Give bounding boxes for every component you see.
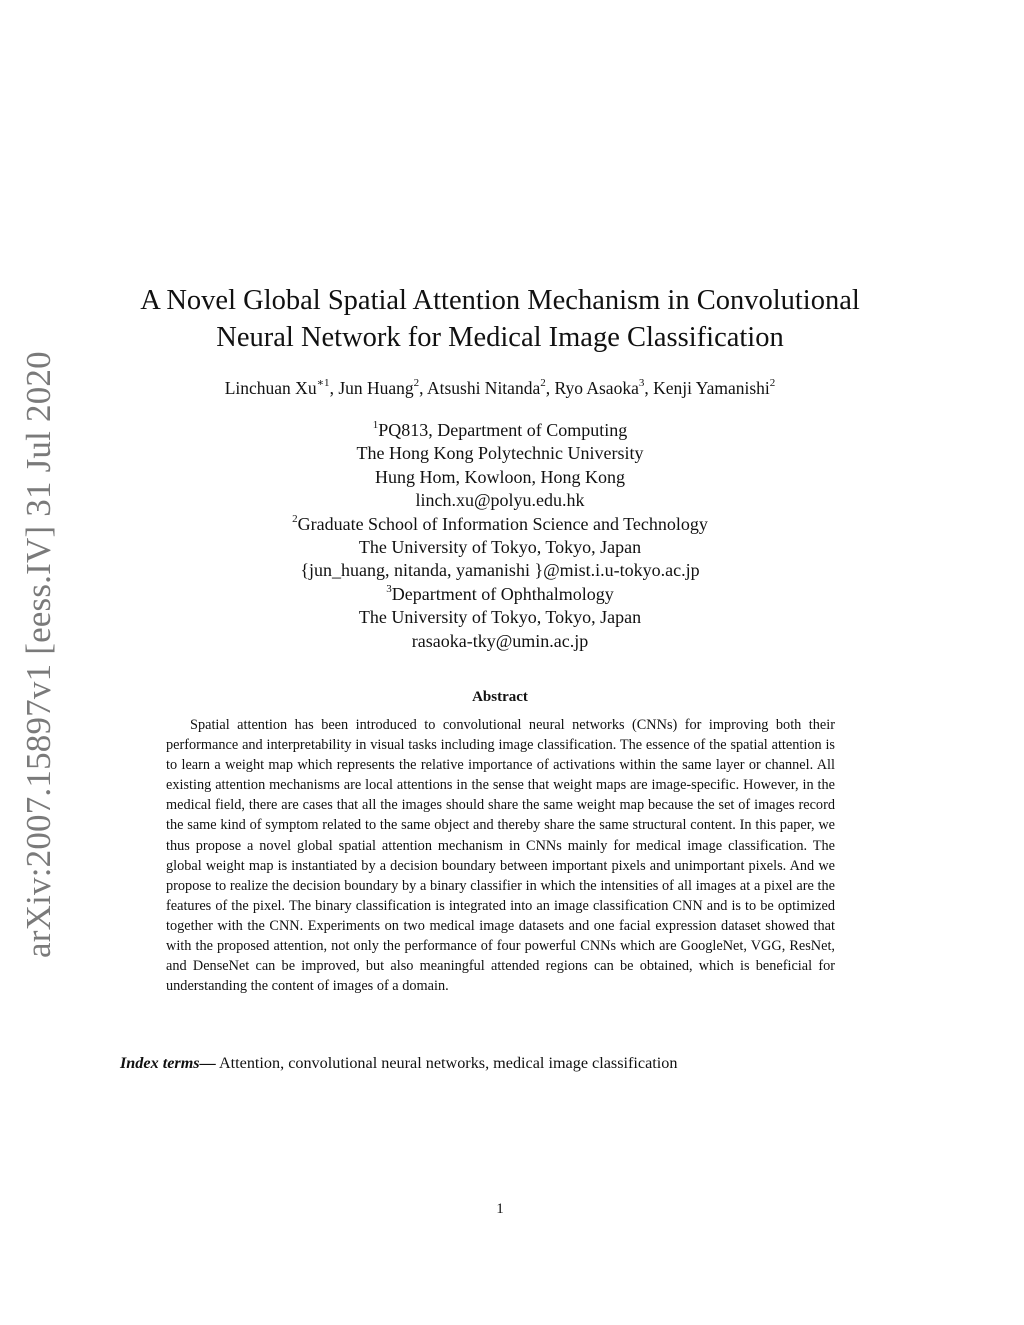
author-list [100, 376, 900, 400]
affiliation-2-department: $^2$Graduate School of Information Science and Technology [292, 512, 708, 534]
affiliation-mark: 1 [372, 419, 379, 431]
paper-title-line-2: Neural Network for Medical Image Classification [216, 322, 784, 353]
index-terms [120, 1052, 880, 1074]
affiliation-1-email: linch.xu@polyu.edu.hk [415, 490, 585, 511]
affiliation-3-institution: The University of Tokyo, Tokyo, Japan [358, 607, 642, 628]
author-separator: , [419, 378, 427, 398]
author-name: Kenji Yamanishi [653, 378, 770, 398]
author-affiliation-mark: 2 [413, 377, 420, 390]
index-terms-text: Attention, convolutional neural networks, medical image classification [215, 1054, 678, 1072]
author-name: Linchuan Xu [224, 378, 317, 398]
author-affiliation-mark: 2 [540, 377, 546, 390]
paper-title [100, 282, 900, 356]
arxiv-identifier-text: arXiv:2007.15897v1 [eess.IV] 31 Jul 2020 [19, 351, 58, 958]
author-affiliation-mark: ∗1 [316, 377, 330, 390]
author-separator: , [329, 378, 339, 398]
author-name: Jun Huang [338, 378, 414, 398]
author-affiliation-mark: 2 [769, 377, 776, 390]
affiliation-3-department: $^3$Department of Ophthalmology [386, 582, 614, 604]
author-separator: , [545, 378, 555, 398]
affiliation-2-institution: The University of Tokyo, Tokyo, Japan [358, 537, 642, 558]
affiliation-1-department: $^1$PQ813, Department of Computing [372, 419, 628, 440]
abstract-heading: Abstract [472, 689, 528, 705]
arxiv-identifier-stamp [16, 351, 62, 958]
author-affiliation-mark: 3 [638, 377, 645, 390]
author-name: Ryo Asaoka [554, 378, 639, 398]
page-number: 1 [496, 1201, 504, 1217]
paper-title-line-1: A Novel Global Spatial Attention Mechanism in Convolutional [140, 285, 860, 316]
affiliations-block [200, 419, 800, 653]
affiliation-3-email: rasaoka-tky@umin.ac.jp [411, 630, 589, 651]
abstract-text: Spatial attention has been introduced to convolutional neural networks (CNNs) for improving both their performance and interpretability in visual tasks including image classification. The essence of the spatial attention is to learn a weight map which represents the relative importance of activations within the same layer or channel. All existing attention mechanisms are local attentions in the sense that weight maps are image-specific. However, in the medical field, there are cases that all the images should share the same weight map because the set of images record the same kind of symptom related to the same object and thereby share the same structural content. In this paper, we thus propose a novel global spatial attention mechanism in CNNs mainly for medical image classification. The global weight map is instantiated by a decision boundary between important pixels and unimportant pixels. And we propose to realize the decision boundary by a binary classifier in which the intensities of all images at a pixel are the features of the pixel. The binary classification is integrated into an image classification CNN and is to be optimized together with the CNN. Experiments on two medical image datasets and one facial expression dataset showed that with the proposed attention, not only the performance of four powerful CNNs which are GoogleNet, VGG, ResNet, and DenseNet can be improved, but also meaningful attended regions can be obtained, which is beneficial for understanding the content of images of a domain. [166, 717, 835, 995]
author-separator: , [644, 378, 654, 398]
affiliation-1-institution: The Hong Kong Polytechnic University [356, 443, 644, 464]
affiliation-2-email: {jun_huang, nitanda, yamanishi }@mist.i.u-tokyo.ac.jp [300, 560, 700, 581]
affiliation-mark: 3 [386, 582, 392, 595]
affiliation-1-address: Hung Hom, Kowloon, Hong Kong [375, 466, 625, 487]
index-terms-label: Index terms— [120, 1054, 216, 1072]
author-name: Atsushi Nitanda [426, 378, 541, 398]
affiliation-mark: 2 [292, 512, 298, 525]
